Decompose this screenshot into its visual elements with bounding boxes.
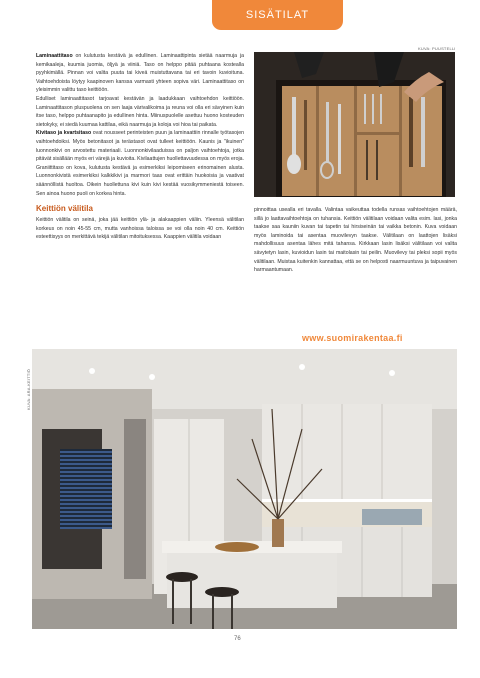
kitchen-photo xyxy=(32,349,457,629)
photo-credit-top: KUVA: PUUSTELLI xyxy=(418,46,456,51)
paragraph-laminate-pros: Edulliset laminaattitasot tarjoavat kestävän ja laadukkaan vaihtoehdon keittiöön. Laminaattitason pluspuolena on sen laaja värivalikoima ja reuna voi olla eri sävyinen kuin itse taso, helppo puhtaanapito ja edullinen hinta. Miinuspuolelle asettuu huono kosteuden sietokyky, ei siedä kuumaa kattilaa, eikä naarmuja ja koloja voi hioa tai paikata. xyxy=(36,95,244,128)
paragraph-backsplash: Keittiön välitila on seinä, joka jää keittiön ylä- ja alakaappien väliin. Yleensä välitilan korkeus on noin 45-55 cm, mutta vanhoissa taloissa se voi olla noin 40 cm. Keittiön esteettisyys on merkittävä tekijä välitilan mitoituksessa. Kaappien välitila voidaan xyxy=(36,217,244,241)
laminate-term: Laminaattitaso xyxy=(36,53,73,59)
section-title: SISÄTILAT xyxy=(245,9,310,21)
stone-text: ovat nousseet perinteisten puun ja laminaattiin rinnalle työtasojen vaihtoehdoiksi. Myös betonitasot ja terästasot ovat tulleet keittiöön. Kaunis ja "ikuinen" luonnonkivi on arvostettu materiaali. Luonnonkivilaaduissa on paljon vaihtoehtoja, jotka pitävät sisällään myös eri värejä ja kuvioita. Kivilaattujen huollettavuudessa on myös eroja. Graniittitaso on kova, kulutusta kestävä ja esimerkiksi leipomiseen erinomainen alusta. Luonnonkivistä esimerkiksi kalkkikivi ja marmori taas ovat erittäin huokoisia ja vaativat säännöllistä huoltoa. Oikein huollettuna kivi kuin kivi kestää vuosikymmeniestä toiseen. Sen ainoa huono puoli on korkea hinta. xyxy=(36,130,244,197)
stone-term: Kivitaso ja kvartsitaso xyxy=(36,130,92,137)
paragraph-backsplash-cont: pinnoittaa usealla eri tavalla. Valintaa vaikeuttaa todella runsas vaihtoehtojen määrä, sillä jo laattavaihtoehtoja on tuhansia. Keittiön välitilaan voidaan valita esim. lasi, jonka taakse saa kauniin kuvan tai tapetin tai hirsiseinän tai vaikka betonin. Kuva voidaan myös laminoida tai asentaa muovilevyn taakse. Välitilaan on laattojen lisäksi mahdollisuus asentaa lähes mitä tahansa. Kirkkaan lasin lisäksi välitilaan voi valita sävytetyn lasin, kuvioidun lasin tai maitolasin tai peilin. Muovilevy tai pleksi sopii myös välitilaan. Muistaa kuitenkin kannattaa, että se on helposti naarmuuntuva ja taipuvainen harmaantumaan. xyxy=(254,207,457,274)
paragraph-laminate xyxy=(36,52,244,95)
kitchen-credit-text: KUVA: ARA-KEITTIÖ xyxy=(26,368,31,410)
drawer-utensils-photo xyxy=(254,52,455,197)
website-link[interactable]: www.suomirakentaa.fi xyxy=(302,333,403,343)
left-text-column xyxy=(36,52,244,242)
right-text-column xyxy=(254,206,457,275)
page-number: 76 xyxy=(234,636,241,642)
section-heading: Keittiön välitila xyxy=(36,204,93,214)
section-tab xyxy=(212,0,343,30)
laminate-text: on kulutusta kestävä ja edullinen. Laminaattipinta sietää naarmuja ja kemikaaleja, kuumia juomia, öljyä ja viiniä. Taso on helppo pitää puhtaana kostealla pyyhkimällä. Pinnan voi valita puuta tai kiveä muistuttavana tai eri tavoin kuvioituna. Vaihtoehdoista löytyy kaapinoven kanssa varmasti yhteen sopiva väri. Laminaattitaso on yleisimmin valittu taso keittiöön. xyxy=(36,53,244,94)
paragraph-stone xyxy=(36,129,244,198)
